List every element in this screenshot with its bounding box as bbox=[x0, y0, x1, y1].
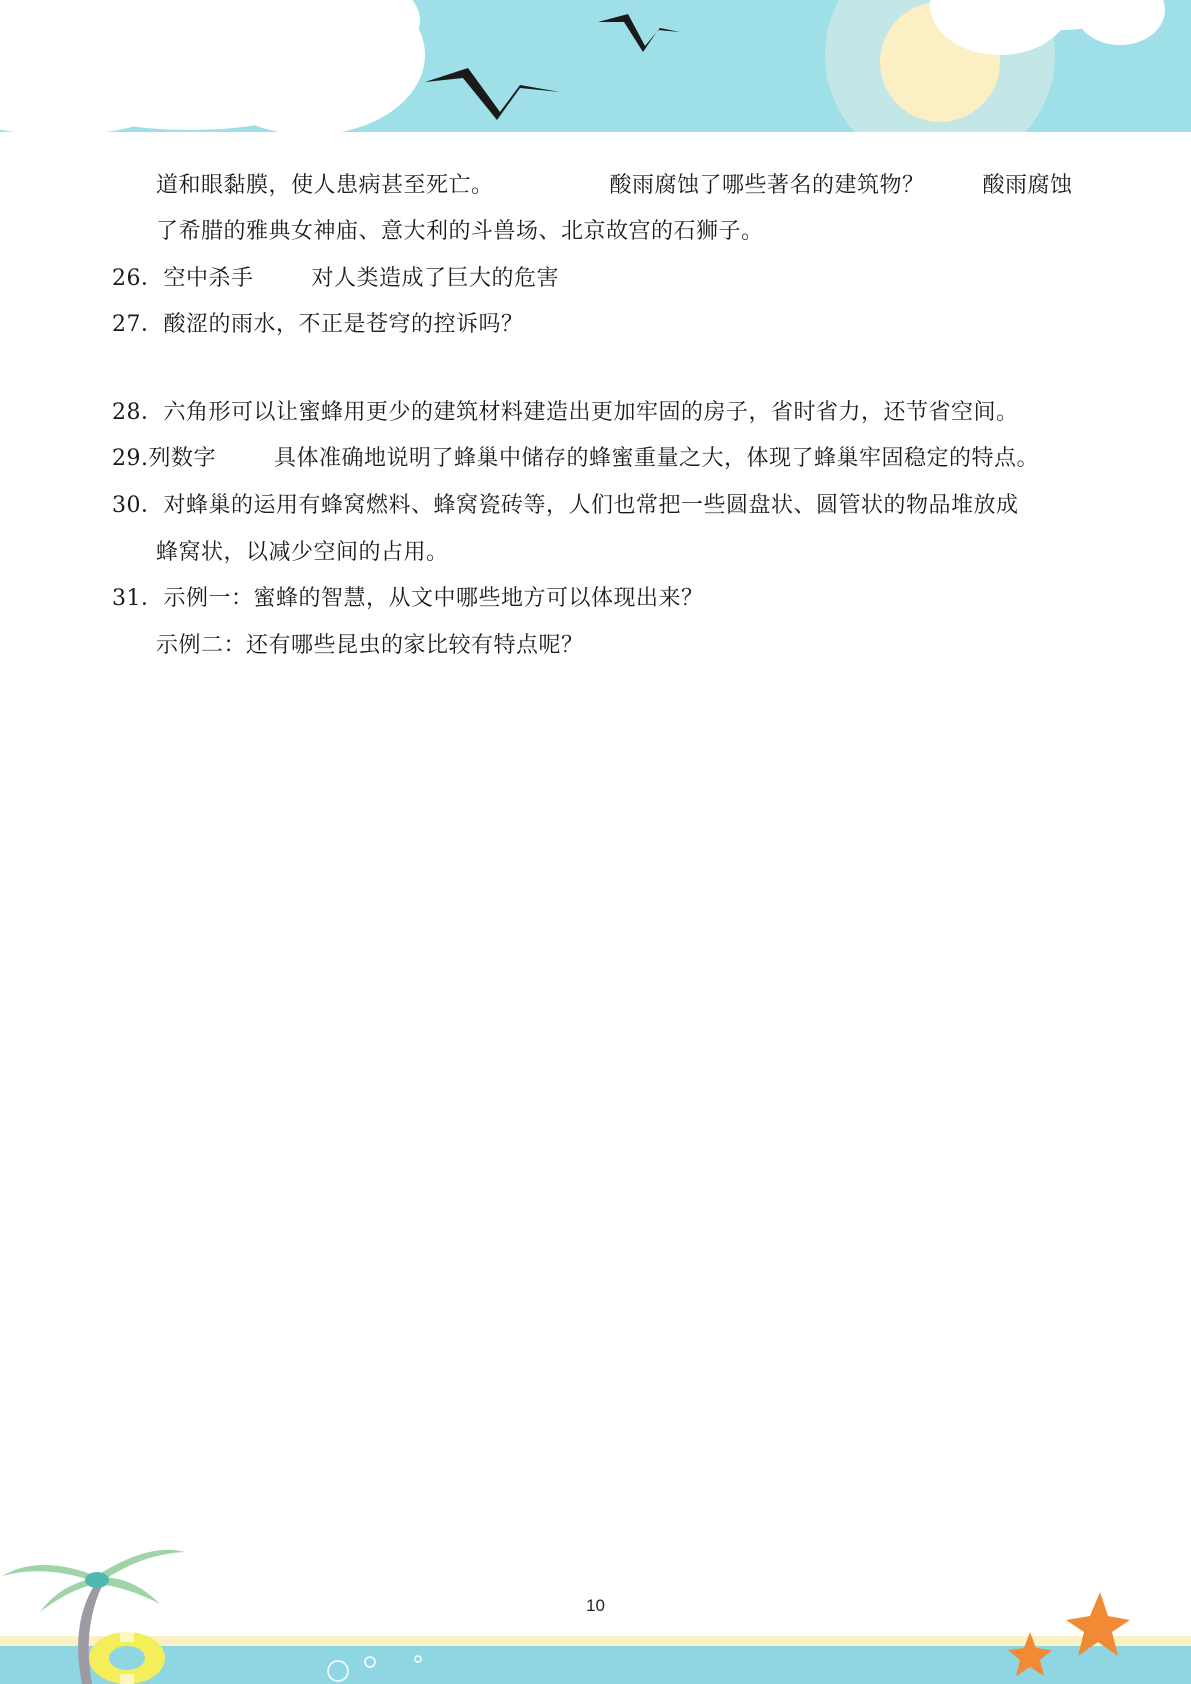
line-text: 酸涩的雨水，不正是苍穹的控诉吗？ bbox=[163, 312, 524, 337]
line-text: 具体准确地说明了蜂巢中储存的蜂蜜重量之大，体现了蜂巢牢固稳定的特点。 bbox=[274, 446, 1040, 471]
line-text: 对人类造成了巨大的危害 bbox=[311, 266, 560, 291]
line-text: 示例一：蜜蜂的智慧，从文中哪些地方可以体现出来？ bbox=[163, 586, 704, 611]
line-text: 酸雨腐蚀 bbox=[982, 173, 1073, 198]
line-text: 空中杀手 bbox=[163, 266, 254, 291]
line-text: 对蜂巢的运用有蜂窝燃料、蜂窝瓷砖等，人们也常把一些圆盘状、圆管状的物品堆放成 bbox=[163, 493, 1019, 518]
answer-line-30 bbox=[112, 491, 1019, 521]
answer-line-27 bbox=[112, 310, 524, 340]
answer-line bbox=[156, 538, 449, 568]
page-number: 10 bbox=[586, 1596, 605, 1615]
answer-line-26 bbox=[112, 264, 559, 294]
footer-beach-banner bbox=[0, 1534, 1191, 1684]
line-text: 蜂窝状，以减少空间的占用。 bbox=[156, 540, 449, 565]
answer-line-31 bbox=[112, 584, 704, 614]
question-number: 28． bbox=[112, 400, 164, 425]
answer-line-29 bbox=[112, 444, 1039, 474]
header-sky-banner bbox=[0, 0, 1191, 132]
question-number: 27． bbox=[112, 312, 164, 337]
answer-line-28 bbox=[112, 398, 1019, 428]
question-number: 26． bbox=[112, 266, 164, 291]
line-text: 了希腊的雅典女神庙、意大利的斗兽场、北京故宫的石狮子。 bbox=[156, 219, 764, 244]
swim-ring-icon bbox=[89, 1632, 165, 1684]
cloud-left bbox=[0, 0, 425, 132]
answer-line bbox=[156, 171, 1073, 201]
answer-line bbox=[156, 631, 584, 661]
line-text: 示例二：还有哪些昆虫的家比较有特点呢？ bbox=[156, 633, 584, 658]
question-number: 31． bbox=[112, 586, 164, 611]
line-text: 列数字 bbox=[148, 446, 217, 471]
question-number: 30． bbox=[112, 493, 164, 518]
question-number: 29. bbox=[112, 446, 149, 471]
line-text: 酸雨腐蚀了哪些著名的建筑物？ bbox=[609, 173, 925, 198]
line-text: 六角形可以让蜜蜂用更少的建筑材料建造出更加牢固的房子，省时省力，还节省空间。 bbox=[163, 400, 1019, 425]
line-text: 道和眼黏膜，使人患病甚至死亡。 bbox=[156, 173, 494, 198]
answer-line bbox=[156, 217, 764, 247]
